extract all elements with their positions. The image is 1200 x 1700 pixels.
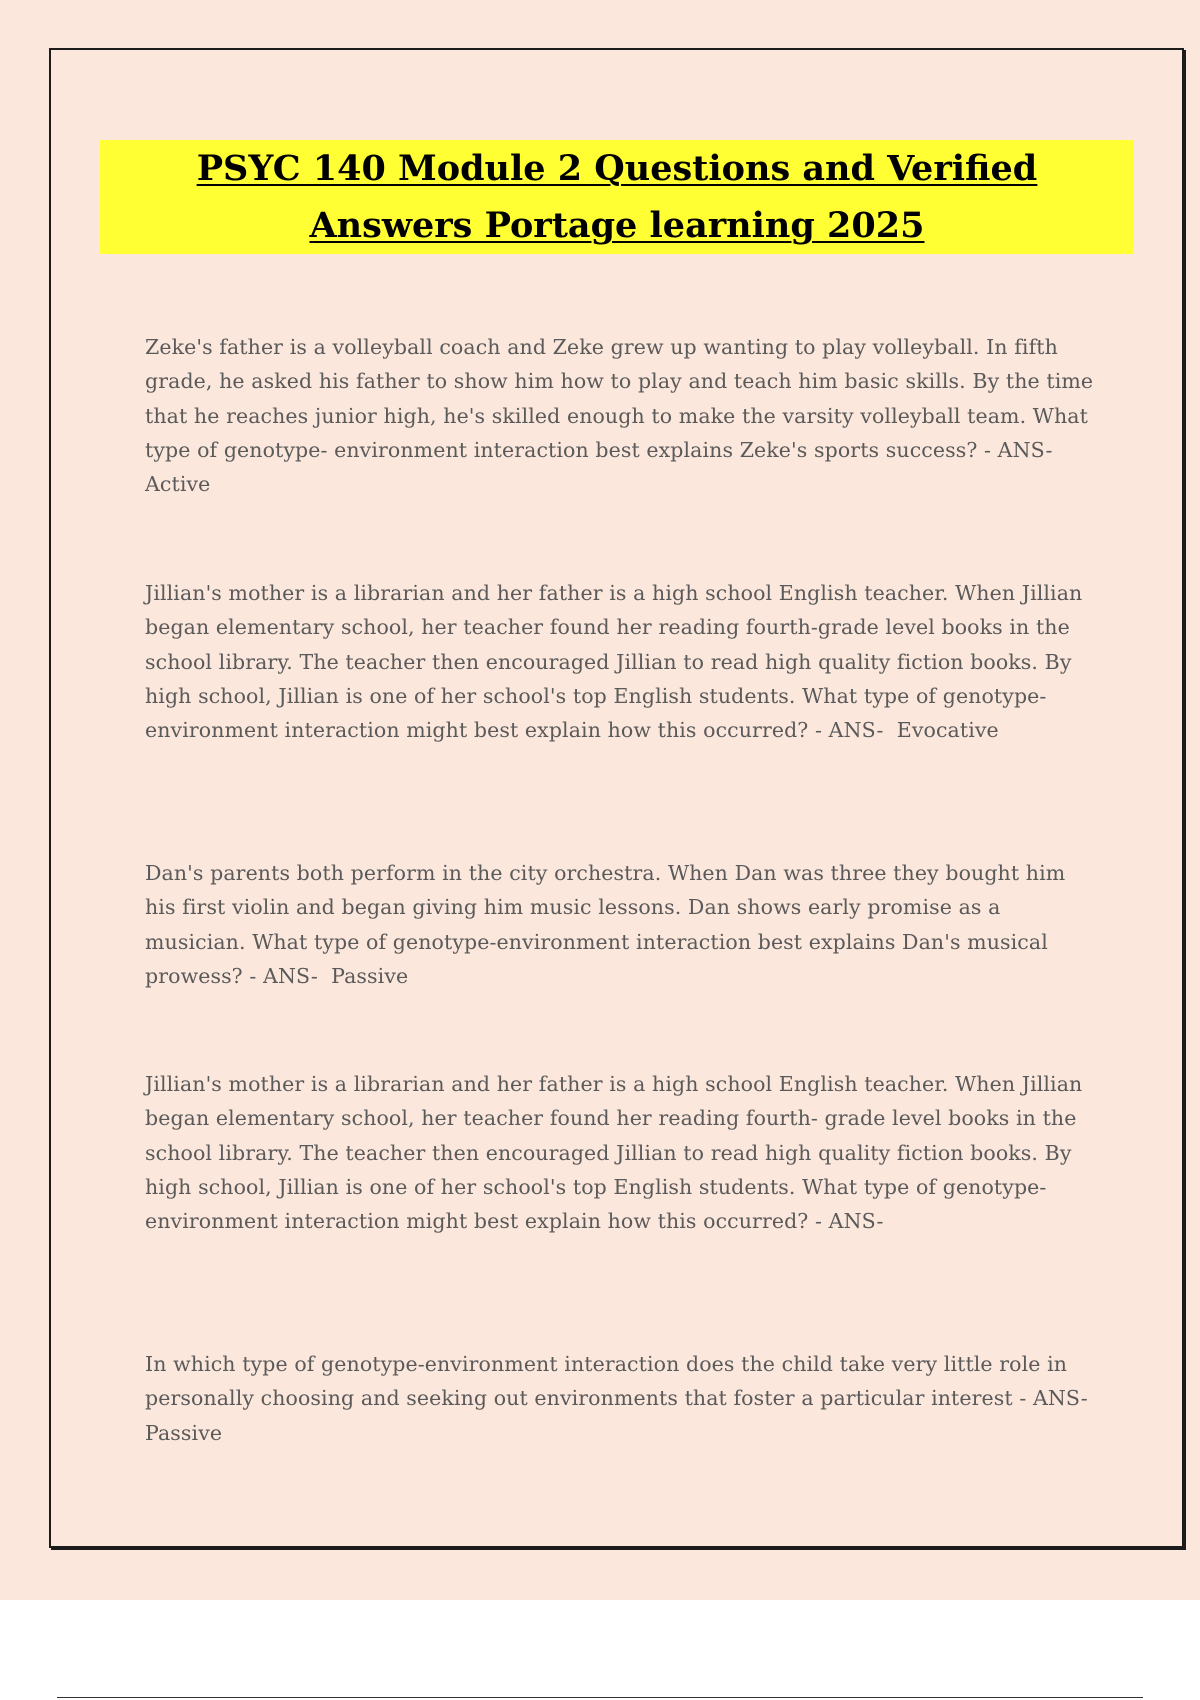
question-text: Zeke's father is a volleyball coach and Zeke grew up wanting to play volleyball. In fifth grade, he asked his father to show him how to play and teach him basic skills. By the time that he reaches junior high, he's skilled enough to make the varsity volleyball team. What type of genotype- environment interaction best explains Zeke's sports success? - ANS- bbox=[145, 335, 1094, 462]
question-text: Jillian's mother is a librarian and her father is a high school English teacher. When Jillian began elementary school, her teacher found her reading fourth-grade level books in the school library. The teacher then encouraged Jillian to read high quality fiction books. By high school, Jillian is one of her school's top English students. What type of genotype-environment interaction might best explain how this occurred? - ANS- bbox=[145, 581, 1083, 743]
footer-divider bbox=[57, 1697, 1143, 1698]
answer-text: Active bbox=[145, 437, 1066, 497]
qa-item-5 bbox=[145, 1347, 1102, 1450]
answer-text: Passive bbox=[145, 1386, 1102, 1445]
qa-item-4 bbox=[145, 1067, 1095, 1238]
qa-item-2 bbox=[145, 576, 1095, 747]
answer-text: Passive bbox=[317, 963, 409, 988]
page-border bbox=[49, 48, 1184, 1548]
question-text: Jillian's mother is a librarian and her father is a high school English teacher. When Jillian began elementary school, her teacher found her reading fourth- grade level books in the school library. The teacher then encouraged Jillian to read high quality fiction books. By high school, Jillian is one of her school's top English students. What type of genotype-environment interaction might best explain how this occurred? - ANS- bbox=[145, 1072, 1083, 1234]
document-title bbox=[100, 140, 1134, 254]
title-line-1: PSYC 140 Module 2 Questions and Verified bbox=[196, 148, 1038, 189]
title-line-2: Answers Portage learning 2025 bbox=[309, 205, 925, 246]
answer-text: Evocative bbox=[883, 718, 999, 743]
question-text: Dan's parents both perform in the city orchestra. When Dan was three they bought him his first violin and began giving him music lessons. Dan shows early promise as a musician. What type of genotype-environment interaction best explains Dan's musical prowess? - ANS- bbox=[145, 861, 1066, 988]
qa-item-1 bbox=[145, 330, 1095, 501]
qa-item-3 bbox=[145, 856, 1095, 993]
question-text: In which type of genotype-environment interaction does the child take very little role in personally choosing and seeking out environments that foster a particular interest - ANS- bbox=[145, 1352, 1088, 1411]
